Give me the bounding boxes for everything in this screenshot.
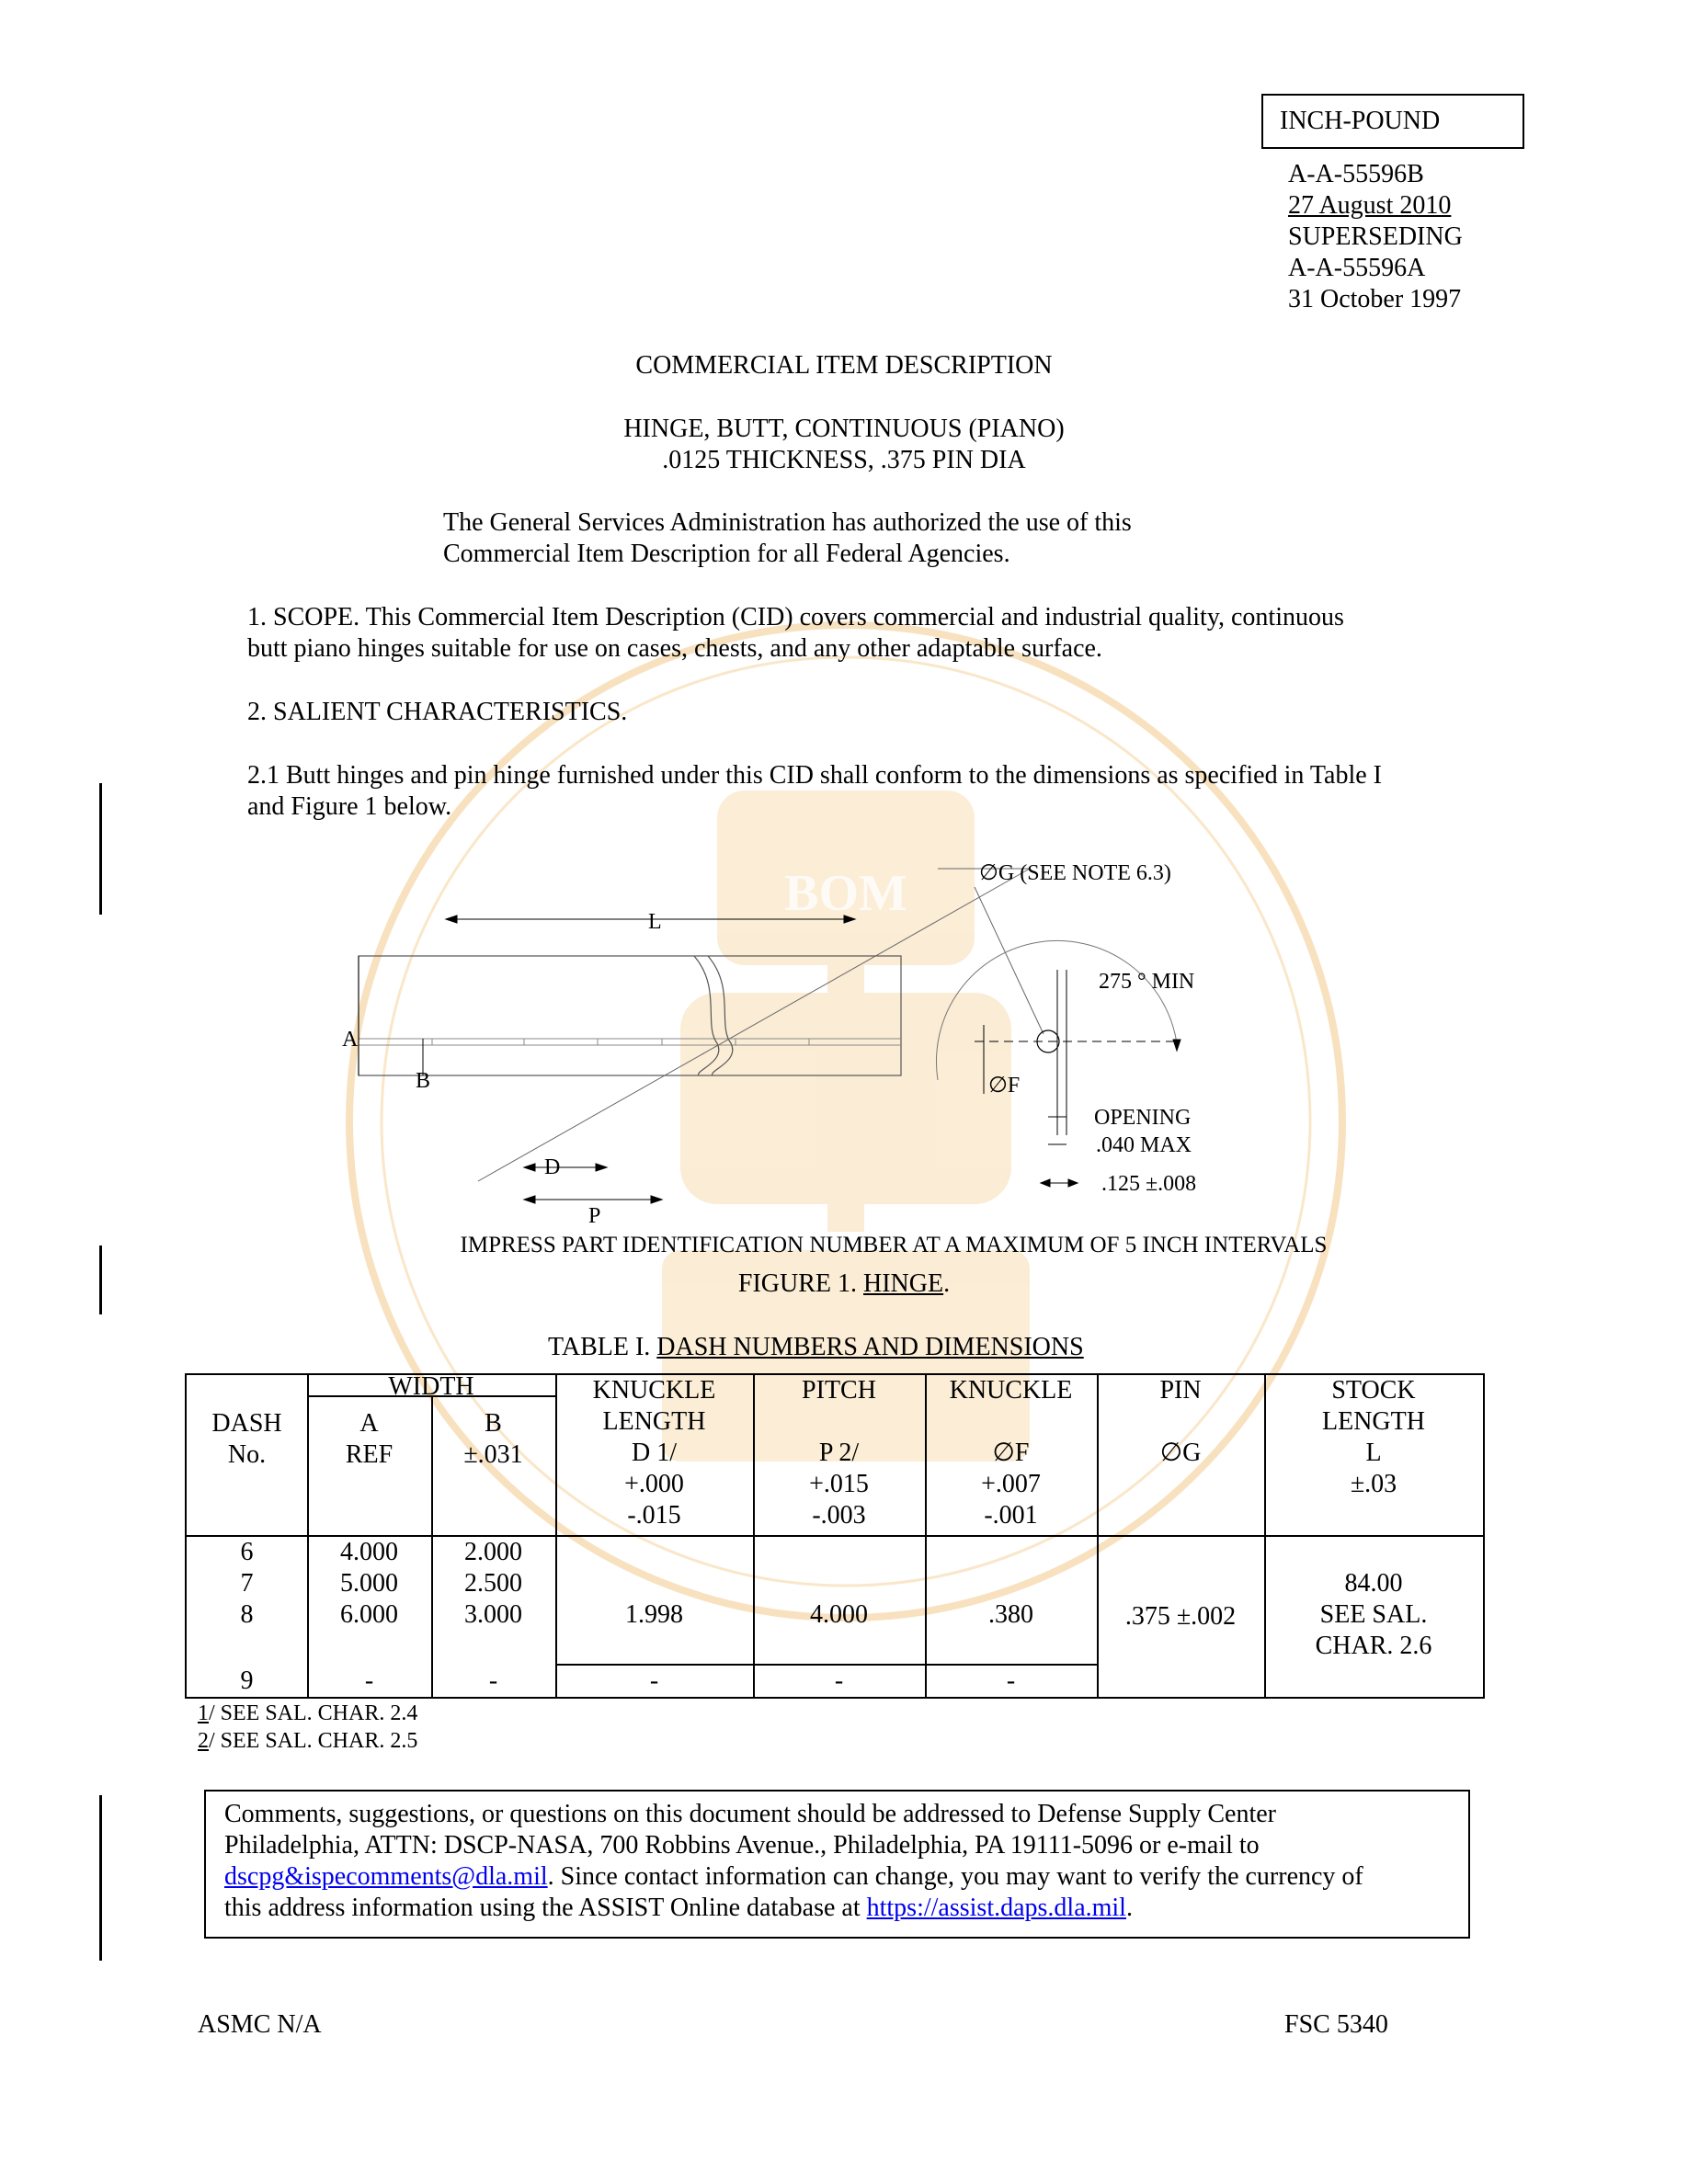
contact-line-4: this address information using the ASSIST Online database at https://assist.daps.dla.mil. <box>224 1894 1133 1922</box>
section-2-1-line-1: 2.1 Butt hinges and pin hinge furnished under this CID shall conform to the dimensions as specified in Table I <box>247 761 1382 790</box>
authorization-line-1: The General Services Administration has authorized the use of this <box>443 508 1132 537</box>
hinge-leaf <box>359 956 901 1075</box>
table-note-2: 2/ SEE SAL. CHAR. 2.5 <box>198 1729 418 1753</box>
change-bar <box>99 1795 102 1961</box>
watermark-brand: BOM <box>784 865 907 922</box>
table-caption <box>548 1332 1084 1363</box>
header-knuckle-diameter: KNUCKLE ∅F +.007 -.001 <box>949 1376 1073 1530</box>
dim-label-a: A <box>342 1028 359 1052</box>
stock-length-value: 84.00 SEE SAL. CHAR. 2.6 <box>1315 1569 1432 1660</box>
table-row: 2.000 2.500 3.000 <box>464 1538 522 1629</box>
row-9-knuckle-diameter: - <box>1006 1666 1016 1695</box>
email-link[interactable]: dscpg&ispecomments@dla.mil <box>224 1862 548 1891</box>
table-row: 4.000 5.000 6.000 <box>340 1538 398 1629</box>
impress-note: IMPRESS PART IDENTIFICATION NUMBER AT A MAXIMUM OF 5 INCH INTERVALS <box>460 1233 1328 1257</box>
hinge-figure <box>331 832 1250 1227</box>
thickness-label: .125 ±.008 <box>1101 1172 1197 1196</box>
pin-diameter-note: ∅G (SEE NOTE 6.3) <box>979 861 1171 885</box>
header-knuckle-length: KNUCKLE LENGTH D 1/ +.000 -.015 <box>592 1376 716 1530</box>
table-note-1: 1/ SEE SAL. CHAR. 2.4 <box>198 1701 418 1725</box>
classification-label: INCH-POUND <box>1280 107 1441 135</box>
contact-box <box>204 1790 1470 1939</box>
row-9-dash: 9 <box>240 1666 254 1695</box>
header-width-b: B ±.031 <box>463 1409 523 1469</box>
table-caption-prefix: TABLE I. <box>548 1333 657 1361</box>
dim-label-l: L <box>648 910 662 934</box>
break-line <box>708 956 733 1075</box>
section-2-1-line-2: and Figure 1 below. <box>247 792 452 821</box>
contact-line-3: dscpg&ispecomments@dla.mil. Since contact information can change, you may want to verify the currency of <box>224 1862 1363 1891</box>
item-title: HINGE, BUTT, CONTINUOUS (PIANO) <box>623 415 1065 443</box>
table-caption-title: DASH NUMBERS AND DIMENSIONS <box>656 1333 1084 1361</box>
dash-numbers-table <box>185 1373 1485 1699</box>
header-pitch: PITCH P 2/ +.015 -.003 <box>802 1376 876 1530</box>
footer-fsc: FSC 5340 <box>1284 2010 1388 2039</box>
salient-heading: 2. SALIENT CHARACTERISTICS. <box>247 698 628 726</box>
angle-label: 275 ° MIN <box>1099 970 1195 994</box>
row-9-pitch: - <box>834 1666 844 1695</box>
item-subtitle: .0125 THICKNESS, .375 PIN DIA <box>662 446 1026 474</box>
knuckle-diameter-label: ∅F <box>988 1074 1021 1098</box>
row-9-b: - <box>488 1666 498 1695</box>
change-bar <box>99 783 102 915</box>
document-identifiers <box>1288 159 1463 315</box>
authorization-line-2: Commercial Item Description for all Federal Agencies. <box>443 540 1010 568</box>
footer-asmc: ASMC N/A <box>198 2010 322 2039</box>
header-width-a: A REF <box>345 1409 393 1469</box>
knuckle-diameter-value: .380 <box>988 1600 1033 1629</box>
table-row: 6 7 8 <box>240 1538 254 1629</box>
pitch-value: 4.000 <box>810 1600 868 1629</box>
doc-number: A-A-55596B <box>1288 160 1424 188</box>
figure-caption-suffix: . <box>943 1269 951 1298</box>
contact-line-1: Comments, suggestions, or questions on this document should be addressed to Defense Supply Center <box>224 1800 1276 1828</box>
dim-label-d: D <box>544 1155 561 1179</box>
header-stock-length: STOCK LENGTH L ±.03 <box>1322 1376 1425 1498</box>
end-view-arc <box>936 940 1177 1080</box>
row-9-a: - <box>364 1666 374 1695</box>
figure-caption <box>0 1268 1688 1300</box>
figure-caption-prefix: FIGURE 1. <box>737 1269 864 1298</box>
assist-link[interactable]: https://assist.daps.dla.mil <box>866 1894 1126 1922</box>
row-9-knuckle-length: - <box>649 1666 659 1695</box>
break-line <box>694 956 719 1075</box>
opening-label: OPENING <box>1094 1106 1192 1130</box>
header-dash: DASH No. <box>211 1409 282 1469</box>
doc-date: 27 August 2010 <box>1288 191 1452 220</box>
document-type-title: COMMERCIAL ITEM DESCRIPTION <box>635 351 1053 380</box>
opening-value: .040 MAX <box>1096 1133 1192 1157</box>
header-pin: PIN ∅G <box>1159 1376 1202 1467</box>
pin-value: .375 ±.002 <box>1124 1602 1237 1631</box>
figure-caption-title: HINGE <box>863 1269 944 1298</box>
classification-box <box>1261 94 1524 149</box>
scope-paragraph-line-2: butt piano hinges suitable for use on cases, chests, and any other adaptable surface. <box>247 634 1102 663</box>
contact-line-2: Philadelphia, ATTN: DSCP-NASA, 700 Robbins Avenue., Philadelphia, PA 19111-5096 or e-mail to <box>224 1831 1260 1860</box>
dim-label-p: P <box>588 1204 601 1227</box>
superseded-date: 31 October 1997 <box>1288 285 1462 313</box>
superseding-label: SUPERSEDING <box>1288 222 1463 251</box>
dim-label-b: B <box>416 1069 431 1093</box>
knuckle-length-value: 1.998 <box>625 1600 683 1629</box>
scope-paragraph-line-1: 1. SCOPE. This Commercial Item Description (CID) covers commercial and industrial quality, continuous <box>247 603 1344 631</box>
superseded-number: A-A-55596A <box>1288 254 1426 282</box>
header-width: WIDTH <box>388 1372 474 1401</box>
